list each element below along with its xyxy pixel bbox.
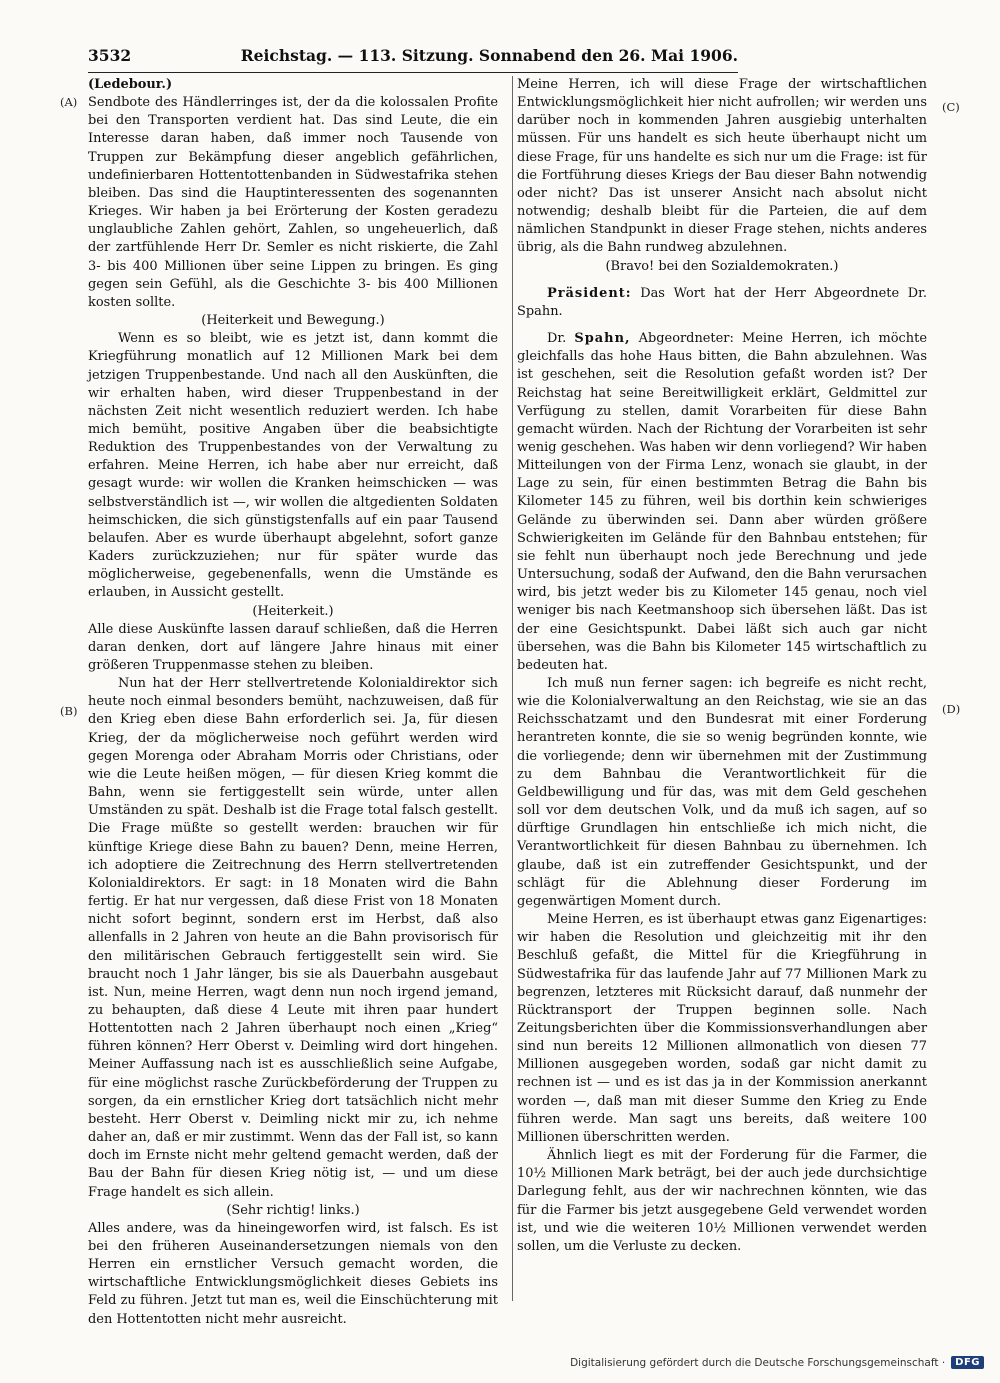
paragraph: Alle diese Auskünfte lassen darauf schließen, daß die Herren daran denken, dort auf längere Jahre hinaus mit einer größeren Truppenmasse stehen zu bleiben.: [88, 621, 498, 673]
margin-mark-c: (C): [942, 100, 960, 114]
footer: [570, 1356, 984, 1369]
speech-paragraph: [517, 330, 927, 675]
paragraph: Nun hat der Herr stellvertretende Kolonialdirektor sich heute noch einmal besonders bemüht, nachzuweisen, daß für den Krieg eben diese Bahn erforderlich sei. Ja, für diesen Krieg, der da möglicherweise noch geführt werden wird gegen Morenga oder Abraham Morris oder Christians, oder wie die Leute heißen mögen, — für diesen Krieg kommt die Bahn, wenn sie fertiggestellt sein würde, unter allen Umständen zu spät. Deshalb ist die Frage total falsch gestellt. Die Frage müßte so gestellt werden: brauchen wir für künftige Kriege diese Bahn zu bauen? Denn, meine Herren, ich adoptiere die Zeitrechnung des Herrn stellvertretenden Kolonialdirektors. Er sagt: in 18 Monaten wird die Bahn fertig. Er hat nur vergessen, daß diese Frist von 18 Monaten nicht sofort beginnt, sondern erst im Herbst, daß also allenfalls in 2 Jahren von heute an die Bahn provisorisch für den militärischen Gebrauch fertiggestellt sein wird. Sie braucht noch 1 Jahr länger, bis sie als Dauerbahn ausgebaut ist. Nun, meine Herren, wagt denn nun noch irgend jemand, zu behaupten, daß diese 4 Leute mit ihren paar hundert Hottentotten nach 2 Jahren überhaupt noch einen „Krieg“ führen können? Herr Oberst v. Deimling wird dort hingehen. Meiner Auffassung nach ist es ausschließlich seine Aufgabe, für eine möglichst rasche Zurückbeförderung der Truppen zu sorgen, da ein ernstlicher Krieg dort tatsächlich nicht mehr besteht. Herr Oberst v. Deimling nickt mir zu, ich nehme daher an, daß er mir zustimmt. Wenn das der Fall ist, so kann doch im Ernste nicht mehr geltend gemacht werden, daß der Bau der Bahn für diesen Krieg nötig ist, — und um diese Frage handelt es sich allein.: [88, 676, 498, 1200]
paragraph: Alles andere, was da hineingeworfen wird, ist falsch. Es ist bei den früheren Auseinandersetzungen niemals von den Herren ein ernstlicher Versuch gemacht worden, die wirtschaftliche Entwicklungsmöglichkeit dieses Gebiets ins Feld zu führen. Jetzt tut man es, weil die Einschüchterung mit den Hottentotten nicht mehr ausreicht.: [88, 1220, 498, 1327]
margin-mark-b: (B): [60, 704, 78, 718]
speech-text: Abgeordneter: Meine Herren, ich möchte gleichfalls das hohe Haus bitten, die Bahn abzulehnen. Was ist geschehen, seit die Resolution gefaßt worden ist? Der Reichstag hat seine Bereitwilligkeit erklärt, Geldmittel zur Verfügung zu stellen, damit Vorarbeiten für diese Bahn gemacht würden. Nach der Richtung der Vorarbeiten ist sehr wenig geschehen. Was haben wir denn vorliegend? Wir haben Mitteilungen von der Firma Lenz, wonach sie glaubt, in der Lage zu sein, für einen bestimmten Betrag die Bahn bis Kilometer 145 zu führen, weil bis dorthin kein schwieriges Gelände zu überwinden sei. Dann aber würden größere Schwierigkeiten im Gelände für den Bahnbau entstehen; für sie fehlt nun überhaupt noch jede Berechnung und jede Untersuchung, sodaß der Aufwand, den die Bahn verursachen wird, bis jetzt weder bis zu Kilometer 145 genau, noch viel weniger bis nach Keetmanshoop sich übersehen läßt. Das ist der eine Gesichtspunkt. Dabei läßt sich auch gar nicht übersehen, was die Bahn bis Kilometer 145 wirtschaftlich zu bedeuten hat.: [517, 331, 927, 673]
interjection: (Heiterkeit.): [252, 603, 334, 619]
footer-text: Digitalisierung gefördert durch die Deutsche Forschungsgemeinschaft ·: [570, 1356, 946, 1369]
page-header: [88, 46, 738, 70]
header-rule: [88, 72, 738, 73]
page-number: 3532: [88, 46, 132, 65]
president-statement: [517, 285, 927, 321]
paragraph: Meine Herren, ich will diese Frage der wirtschaftlichen Entwicklungsmöglichkeit hier nicht aufrollen; wir werden uns darüber noch in kommenden Jahren ausgiebig unterhalten müssen. Für uns handelt es sich heute überhaupt nicht um diese Frage, für uns handelte es sich nur um die Frage: ist für die Fortführung dieses Kriegs der Bau dieser Bahn notwendig oder nicht? Das ist unserer Ansicht nach absolut nicht notwendig; deshalb bleibt für die Parteien, die auf dem nämlichen Standpunkt in dieser Frage stehen, nichts anderes übrig, als die Bahn rundweg abzulehnen.: [517, 77, 927, 256]
speaker-tag: (Ledebour.): [88, 77, 173, 92]
left-column: [88, 76, 498, 1329]
president-text: Das Wort hat der Herr Abgeordnete Dr. Spahn.: [517, 285, 927, 319]
president-label: Präsident:: [547, 285, 632, 301]
interjection: (Heiterkeit und Bewegung.): [201, 313, 385, 329]
right-column: [517, 76, 927, 1256]
dfg-logo-icon: DFG: [951, 1356, 984, 1369]
paragraph: Meine Herren, es ist überhaupt etwas ganz Eigenartiges: wir haben die Resolution und gleichzeitig mit ihr den Beschluß gefaßt, die Mittel für die Kriegführung in Südwestafrika für das laufende Jahr auf 77 Millionen Mark zu begrenzen, letzteres mit Rücksicht darauf, daß nunmehr der Rücktransport der Truppen beginnen solle. Nach Zeitungsberichten über die Kommissionsverhandlungen aber sind nun bereits 12 Millionen allmonatlich von diesen 77 Millionen ausgegeben worden, sodaß gar nicht damit zu rechnen ist — und es ist das ja in der Kommission anerkannt worden —, daß man mit dieser Summe den Krieg zu Ende führen werde. Man sagt uns bereits, daß weitere 100 Millionen überschritten werden.: [517, 912, 927, 1145]
spacer: [517, 321, 927, 330]
column-divider: [512, 76, 513, 1301]
paragraph: Wenn es so bleibt, wie es jetzt ist, dann kommt die Kriegführung monatlich auf 12 Millionen Mark bei dem jetzigen Truppenbestande. Und nach all den Auskünften, die wir erhalten haben, wird dieser Truppenbestand in der nächsten Zeit nicht wesentlich reduziert werden. Ich habe mich bemüht, positive Angaben über die beabsichtigte Reduktion des Truppenbestandes von der Verwaltung zu erfahren. Meine Herren, ich habe aber nur erreicht, daß gesagt wurde: wir wollen die Kranken heimschicken — was selbstverständlich ist —, wir wollen die altgedienten Soldaten heimschicken, die sich günstigstenfalls auf ein paar Tausend belaufen. Aber es wurde überhaupt abgelehnt, sofort ganze Kaders zurückzuziehen; nur für später wurde das möglicherweise, gegebenenfalls, wenn die Umstände es erlauben, in Aussicht gestellt.: [88, 331, 498, 601]
interjection: (Bravo! bei den Sozialdemokraten.): [605, 258, 839, 274]
paragraph: Ähnlich liegt es mit der Forderung für die Farmer, die 10½ Millionen Mark beträgt, bei der auch jede durchsichtige Darlegung fehlt, aus der wir nachrechnen könnten, wie das für die Farmer bis jetzt ausgegebene Geld verwendet worden ist, und wie die weiteren 10½ Millionen verwendet werden sollen, um die Verluste zu decken.: [517, 1148, 927, 1254]
paragraph: Ich muß nun ferner sagen: ich begreife es nicht recht, wie die Kolonialverwaltung an den Reichstag, wie sie an das Reichsschatzamt und den Bundesrat mit einer Forderung herantreten konnte, die sie so wenig begründen konnte, wie die vorliegende; denn wir übernehmen mit der Zustimmung zu dem Bahnbau die Verantwortlichkeit für die Geldbewilligung und für das, was mit dem Geld geschehen soll vor dem deutschen Volk, und da muß ich sagen, auf so dürftige Grundlagen hin entschließe ich mich nicht, die Verantwortlichkeit für diesen Bahnbau zu übernehmen. Ich glaube, daß ist ein zutreffender Gesichtspunkt, und der schlägt für die Ablehnung dieser Forderung im gegenwärtigen Moment durch.: [517, 676, 927, 909]
margin-mark-d: (D): [942, 702, 961, 716]
spacer: [517, 276, 927, 285]
interjection: (Sehr richtig! links.): [226, 1202, 360, 1218]
speaker-name: Spahn,: [574, 331, 631, 347]
paragraph: Sendbote des Händlerringes ist, der da die kolossalen Profite bei den Transporten verdient hat. Das sind Leute, die ein Interesse daran haben, daß immer noch Tausende von Truppen zur Bekämpfung dieser angeblich gefährlichen, undefinierbaren Hottentottenbanden in Südwestafrika stehen bleiben. Das sind die Hauptinteressenten des sogenannten Krieges. Wir haben ja bei Erörterung der Kosten geradezu unglaubliche Zahlen gehört, Zahlen, so ungeheuerlich, daß der zartfühlende Herr Dr. Semler es nicht riskierte, die Zahl 3- bis 400 Millionen über seine Lippen zu bringen. Es ging gegen sein Gefühl, als die Geschichte 3- bis 400 Millionen kosten sollte.: [88, 95, 498, 310]
speaker-prefix: Dr.: [547, 331, 567, 347]
page-title: Reichstag. — 113. Sitzung. Sonnabend den 26. Mai 1906.: [240, 46, 738, 65]
margin-mark-a: (A): [60, 95, 78, 109]
